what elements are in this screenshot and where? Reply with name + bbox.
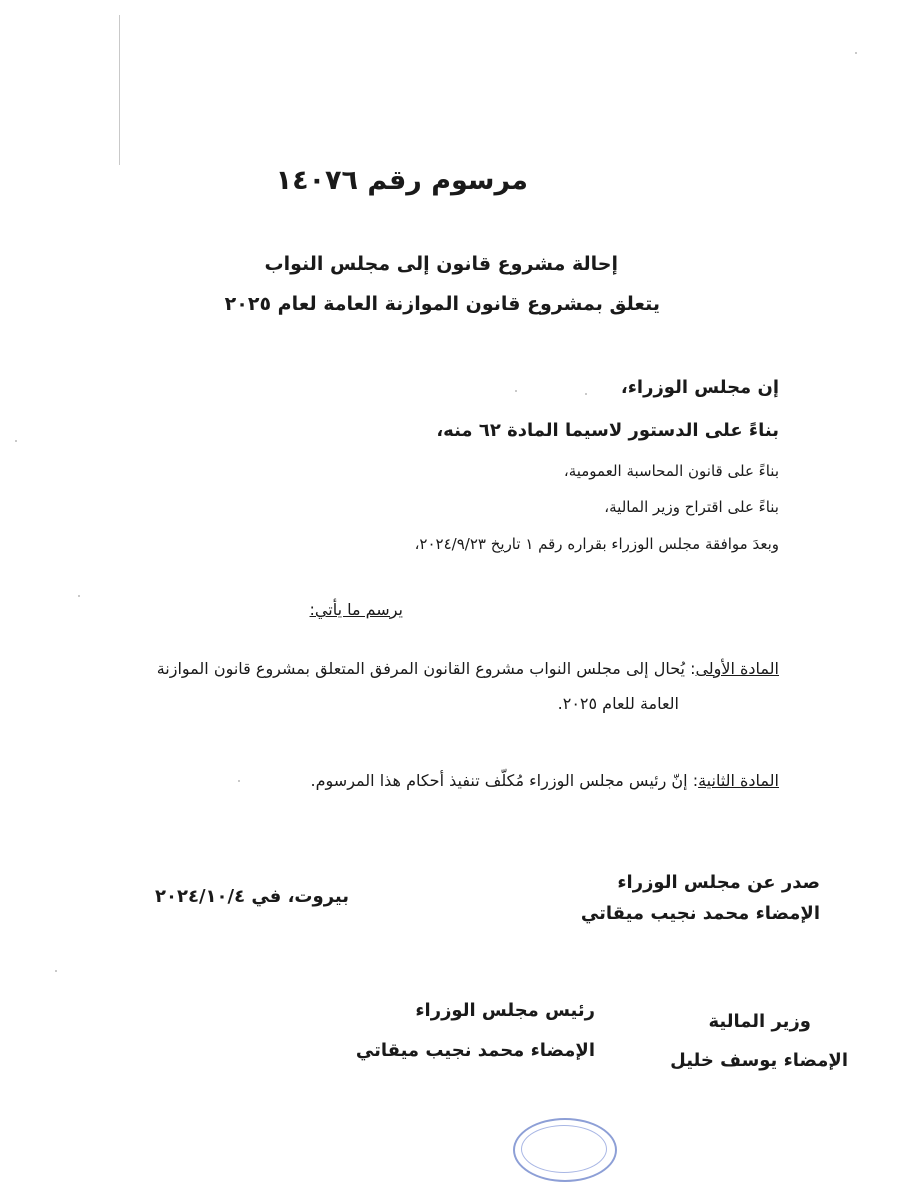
scan-speck <box>55 970 57 972</box>
scan-speck <box>515 390 517 392</box>
scan-speck <box>78 595 80 597</box>
article-two-label: المادة الثانية <box>698 771 779 790</box>
preamble-intro: إن مجلس الوزراء، <box>620 377 779 398</box>
preamble-approval: وبعدَ موافقة مجلس الوزراء بقراره رقم ١ تاريخ ٢٠٢٤/٩/٢٣، <box>414 535 779 553</box>
seal-inner-ring <box>521 1125 607 1173</box>
article-one <box>157 659 779 678</box>
scan-margin-mark <box>119 15 120 165</box>
issued-by: صدر عن مجلس الوزراء <box>617 872 820 893</box>
scan-speck <box>585 393 587 395</box>
article-one-label: المادة الأولى <box>695 659 779 678</box>
prime-minister-signature: الإمضاء محمد نجيب ميقاتي <box>355 1040 595 1061</box>
preamble-basis-accounting: بناءً على قانون المحاسبة العمومية، <box>563 462 779 480</box>
preamble-basis-constitution: بناءً على الدستور لاسيما المادة ٦٢ منه، <box>436 420 779 441</box>
prime-minister-title: رئيس مجلس الوزراء <box>415 1000 595 1021</box>
article-two-text: : إنّ رئيس مجلس الوزراء مُكلّف تنفيذ أحكام هذا المرسوم. <box>310 771 699 790</box>
finance-minister-title: وزير المالية <box>708 1011 811 1032</box>
article-one-continuation: العامة للعام ٢٠٢٥. <box>557 694 679 713</box>
decree-title: مرسوم رقم ١٤٠٧٦ <box>275 165 528 196</box>
scan-speck <box>15 440 17 442</box>
subject-line-2: يتعلق بمشروع قانون الموازنة العامة لعام ٢٠٢٥ <box>224 293 660 315</box>
issuance-signature: الإمضاء محمد نجيب ميقاتي <box>580 903 820 924</box>
scan-speck <box>855 52 857 54</box>
finance-minister-signature: الإمضاء يوسف خليل <box>670 1050 848 1071</box>
article-two <box>311 771 779 790</box>
decrees-heading: يرسم ما يأتي: <box>309 600 403 619</box>
scan-speck <box>238 780 240 782</box>
subject-line-1: إحالة مشروع قانون إلى مجلس النواب <box>264 253 618 275</box>
place-date: بيروت، في ٢٠٢٤/١٠/٤ <box>155 886 350 907</box>
preamble-basis-proposal: بناءً على اقتراح وزير المالية، <box>604 498 779 516</box>
official-seal-icon <box>513 1118 617 1182</box>
article-one-text: : يُحال إلى مجلس النواب مشروع القانون المرفق المتعلق بمشروع قانون الموازنة <box>156 659 696 678</box>
